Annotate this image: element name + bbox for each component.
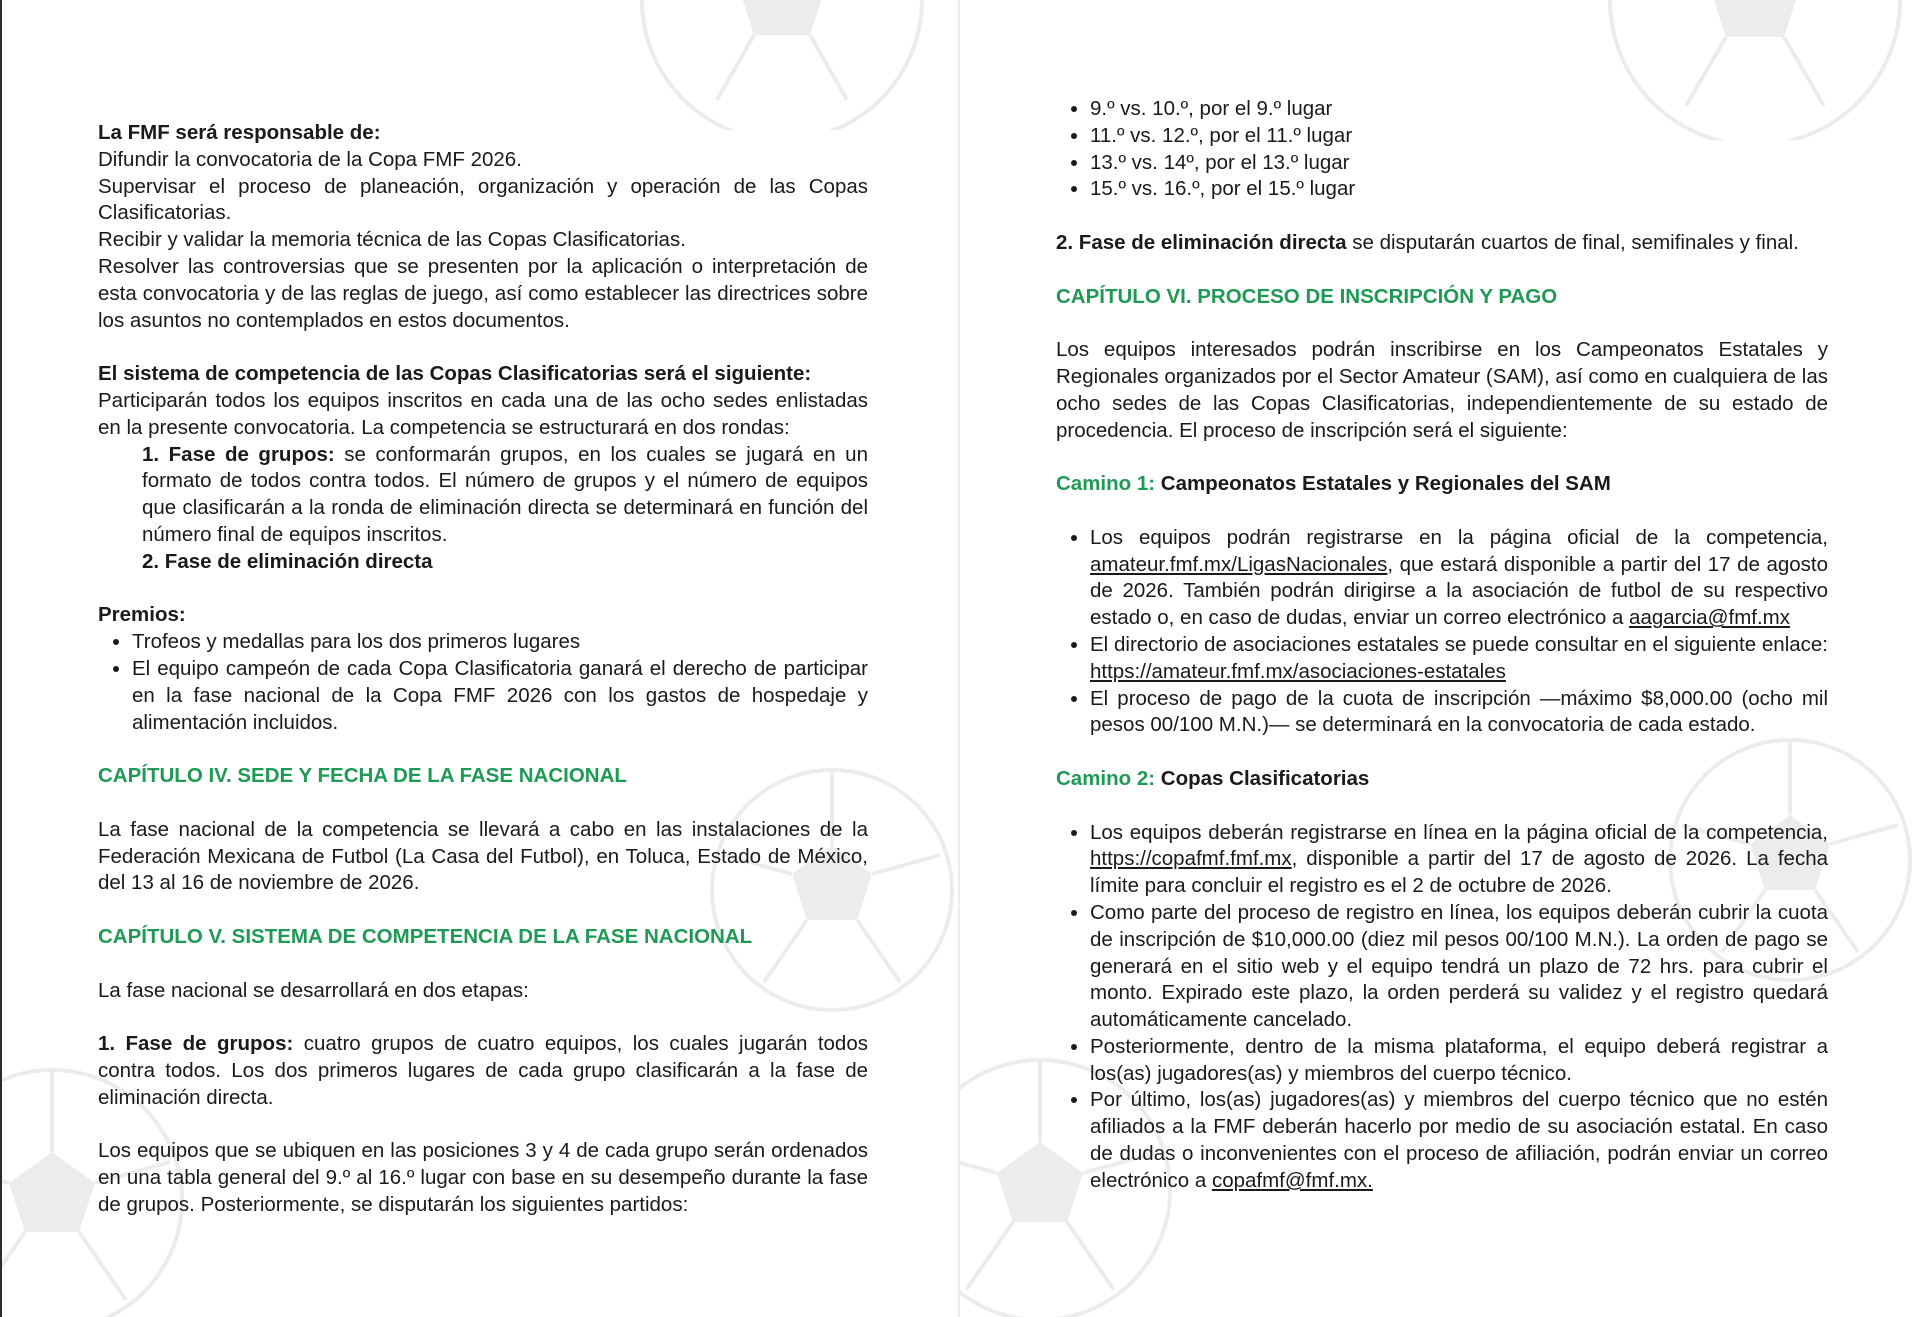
list-item: • 9.º vs. 10.º, por el 9.º lugar	[1090, 96, 1828, 123]
list-item	[1090, 1087, 1828, 1194]
right-page	[960, 0, 1920, 1317]
eliminacion-directa-text: se disputarán cuartos de final, semifinales y final.	[1346, 230, 1799, 254]
camino-2-title: Copas Clasificatorias	[1155, 766, 1370, 790]
fase-eliminacion-label: 2. Fase de eliminación directa	[142, 549, 433, 573]
list-item: • El proceso de pago de la cuota de inscripción —máximo $8,000.00 (ocho mil pesos 00/100 M.N.)— se determinará en la convocatoria de cada estado.	[1090, 686, 1828, 740]
ligas-nacionales-link[interactable]: amateur.fmf.mx/LigasNacionales	[1090, 552, 1388, 576]
camino-2-label: Camino 2:	[1056, 766, 1156, 790]
fmf-line: Recibir y validar la memoria técnica de las Copas Clasificatorias.	[98, 228, 686, 252]
soccer-ball-watermark-icon	[622, 0, 942, 130]
chapter-v-title: CAPÍTULO V. SISTEMA DE COMPETENCIA DE LA FASE NACIONAL	[98, 924, 753, 948]
list-item	[1090, 820, 1828, 900]
chapter-iv-title: CAPÍTULO IV. SEDE Y FECHA DE LA FASE NACIONAL	[98, 764, 627, 788]
chapter-vi-title: CAPÍTULO VI. PROCESO DE INSCRIPCIÓN Y PAGO	[1056, 284, 1558, 308]
camino-1-label: Camino 1:	[1056, 472, 1156, 496]
nacional-fase-grupos-label: 1. Fase de grupos:	[98, 1032, 294, 1056]
chapter-v-intro: La fase nacional se desarrollará en dos etapas:	[98, 978, 529, 1002]
fmf-line: Difundir la convocatoria de la Copa FMF 2026.	[98, 147, 522, 171]
fmf-heading: La FMF será responsable de:	[98, 121, 381, 144]
camino-1-list	[1056, 525, 1828, 739]
list-item: • 15.º vs. 16.º, por el 15.º lugar	[1090, 176, 1828, 203]
right-page-content	[1056, 96, 1828, 1195]
camino-2-list	[1056, 820, 1828, 1195]
list-item: • 11.º vs. 12.º, por el 11.º lugar	[1090, 123, 1828, 150]
left-page	[2, 0, 958, 1317]
fase-grupos-paragraph	[98, 442, 868, 549]
chapter-vi-intro: Los equipos interesados podrán inscribirse en los Campeonatos Estatales y Regionales organizados por el Sector Amateur (SAM), así como en cualquiera de las ocho sedes de las Copas Clasificatorias, independientemente de su estado de procedencia. El proceso de inscripción será el siguiente:	[1056, 338, 1828, 442]
list-item	[1090, 632, 1828, 686]
premios-heading: Premios:	[98, 603, 186, 627]
camino-1-heading	[1056, 471, 1828, 498]
partidos-list	[1056, 96, 1828, 203]
list-item	[1090, 525, 1828, 632]
copafmf-email-link[interactable]: copafmf@fmf.mx.	[1211, 1168, 1373, 1192]
camino-2-heading	[1056, 766, 1828, 793]
fase-grupos-text: se conformarán grupos, en los cuales se jugará en un formato de todos contra todos. El número de grupos y el número de equipos que clasificarán a la ronda de eliminación directa se determinará en función del número final de equipos inscritos.	[142, 442, 868, 546]
fase-grupos-label: 1. Fase de grupos:	[142, 442, 335, 466]
list-item: • El equipo campeón de cada Copa Clasificatoria ganará el derecho de participar en la fase nacional de la Copa FMF 2026 con los gastos de hospedaje y alimentación incluidos.	[132, 656, 868, 736]
posiciones-paragraph: Los equipos que se ubiquen en las posiciones 3 y 4 de cada grupo serán ordenados en una tabla general del 9.º al 16.º lugar con base en su desempeño durante la fase de grupos. Posteriormente, se disputarán los siguientes partidos:	[98, 1139, 868, 1216]
nacional-fase-grupos-paragraph	[98, 1031, 868, 1111]
list-item-text: Los equipos podrán registrarse en la página oficial de la competencia,	[1090, 525, 1828, 549]
nacional-fase-grupos-text: cuatro grupos de cuatro equipos, los cuales jugarán todos contra todos. Los dos primeros lugares de cada grupo clasificarán a la fase de eliminación directa.	[98, 1032, 868, 1109]
eliminacion-directa-label: 2. Fase de eliminación directa	[1056, 230, 1347, 254]
list-item-text: , que estará disponible a partir del 17 de agosto de 2026. También podrán dirigirse a la asociación de futbol de su respectivo estado o, en caso de dudas, enviar un correo electrónico a	[1090, 552, 1828, 630]
list-item-text: Los equipos deberán registrarse en línea en la página oficial de la competencia,	[1090, 820, 1828, 844]
list-item-text: El directorio de asociaciones estatales se puede consultar en el siguiente enlace:	[1090, 632, 1828, 656]
eliminacion-directa-paragraph	[1056, 230, 1828, 257]
list-item-text: , disponible a partir del 17 de agosto de 2026. La fecha límite para concluir el registro es el 2 de octubre de 2026.	[1090, 847, 1828, 898]
fmf-line: Supervisar el proceso de planeación, organización y operación de las Copas Clasificatorias.	[98, 174, 868, 225]
list-item: • 13.º vs. 14º, por el 13.º lugar	[1090, 150, 1828, 177]
aagarcia-email-link[interactable]: aagarcia@fmf.mx	[1629, 606, 1790, 630]
sistema-intro: Participarán todos los equipos inscritos en cada una de las ocho sedes enlistadas en la presente convocatoria. La competencia se estructurará en dos rondas:	[98, 388, 868, 439]
fmf-line: Resolver las controversias que se presenten por la aplicación o interpretación de esta convocatoria y de las reglas de juego, así como establecer las directrices sobre los asuntos no contemplados en estos documentos.	[98, 254, 868, 332]
left-page-content	[98, 120, 868, 1219]
sistema-heading: El sistema de competencia de las Copas Clasificatorias será el siguiente:	[98, 362, 812, 386]
list-item: • Posteriormente, dentro de la misma plataforma, el equipo deberá registrar a los(as) jugadores(as) y miembros del cuerpo técnico.	[1090, 1034, 1828, 1088]
list-item: • Trofeos y medallas para los dos primeros lugares	[132, 629, 868, 656]
asociaciones-estatales-link[interactable]: https://amateur.fmf.mx/asociaciones-estatales	[1090, 659, 1506, 683]
chapter-iv-text: La fase nacional de la competencia se llevará a cabo en las instalaciones de la Federación Mexicana de Futbol (La Casa del Futbol), en Toluca, Estado de México, del 13 al 16 de noviembre de 2026.	[98, 817, 868, 895]
list-item: • Como parte del proceso de registro en línea, los equipos deberán cubrir la cuota de inscripción de $10,000.00 (diez mil pesos 00/100 M.N.). La orden de pago se generará en el sitio web y el equipo tendrá un plazo de 72 hrs. para cubrir el monto. Expirado este plazo, la orden perderá su validez y el registro quedará automáticamente cancelado.	[1090, 900, 1828, 1034]
copafmf-link[interactable]: https://copafmf.fmf.mx	[1090, 847, 1292, 871]
premios-list	[98, 629, 868, 736]
list-item-text: Por último, los(as) jugadores(as) y miembros del cuerpo técnico que no estén afiliados a la FMF deberán hacerlo por medio de su asociación estatal. En caso de dudas o inconvenientes con el proceso de afiliación, podrán enviar un correo electrónico a	[1090, 1088, 1828, 1192]
camino-1-title: Campeonatos Estatales y Regionales del SAM	[1155, 472, 1611, 496]
